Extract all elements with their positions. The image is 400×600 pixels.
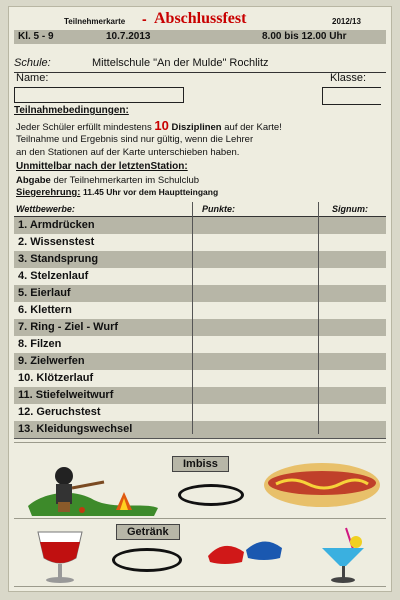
competition-name: 2. Wissenstest	[18, 236, 95, 248]
divider	[14, 518, 386, 519]
cocktail-icon	[312, 526, 372, 584]
points-cell[interactable]	[193, 336, 317, 352]
signature-cell[interactable]	[319, 404, 386, 420]
table-row	[14, 217, 386, 235]
conditions-text-end: auf der Karte!	[224, 122, 282, 133]
food-checkbox[interactable]	[178, 484, 244, 506]
info-bar	[14, 30, 386, 44]
col-points: Punkte:	[202, 204, 236, 214]
wine-glass-icon	[30, 528, 90, 584]
points-cell[interactable]	[193, 387, 317, 403]
min-disciplines: 10	[154, 118, 169, 133]
hotdog-icon	[262, 460, 382, 510]
points-cell[interactable]	[193, 302, 317, 318]
name-label: Name:	[16, 72, 49, 84]
col-signature: Signum:	[332, 204, 368, 214]
divider	[14, 586, 386, 587]
points-cell[interactable]	[193, 234, 317, 250]
signature-cell[interactable]	[319, 234, 386, 250]
signature-cell[interactable]	[319, 251, 386, 267]
competition-name: 6. Klettern	[18, 304, 72, 316]
points-cell[interactable]	[193, 353, 317, 369]
signature-cell[interactable]	[319, 302, 386, 318]
signature-cell[interactable]	[319, 421, 386, 437]
name-row	[14, 72, 386, 86]
school-row	[14, 56, 386, 73]
school-value: Mittelschule "An der Mulde" Rochlitz	[92, 57, 269, 69]
name-field[interactable]	[14, 87, 184, 103]
signature-cell[interactable]	[319, 353, 386, 369]
disciplines-word: Disziplinen	[171, 122, 222, 133]
competition-name: 8. Filzen	[18, 338, 62, 350]
points-cell[interactable]	[193, 285, 317, 301]
bottle-caps-icon	[204, 528, 286, 568]
points-cell[interactable]	[193, 268, 317, 284]
table-row	[14, 319, 386, 337]
competition-name: 3. Standsprung	[18, 253, 99, 265]
signature-cell[interactable]	[319, 268, 386, 284]
table-row	[14, 251, 386, 269]
competition-name: 4. Stelzenlauf	[18, 270, 89, 282]
award-line	[16, 186, 386, 199]
award-text: 11.45 Uhr vor dem Hauptteingang	[83, 187, 219, 197]
school-label: Schule:	[14, 57, 51, 69]
points-cell[interactable]	[193, 251, 317, 267]
points-cell[interactable]	[193, 217, 317, 233]
signature-cell[interactable]	[319, 370, 386, 386]
table-row	[14, 336, 386, 354]
event-date: 10.7.2013	[106, 31, 151, 42]
classes: Kl. 5 - 9	[18, 31, 54, 42]
class-label: Klasse:	[330, 72, 367, 84]
table-row	[14, 302, 386, 320]
participant-card	[8, 6, 392, 592]
table-row	[14, 234, 386, 252]
table-row	[14, 268, 386, 286]
conditions-text: Jeder Schüler erfüllt mindestens	[16, 122, 152, 133]
class-field[interactable]	[322, 87, 381, 105]
signature-cell[interactable]	[319, 217, 386, 233]
signature-cell[interactable]	[319, 285, 386, 301]
conditions-line-3: an den Stationen auf der Karte unterschieben haben.	[16, 147, 240, 158]
table-row	[14, 387, 386, 405]
competition-name: 13. Kleidungswechsel	[18, 423, 133, 435]
after-station-title: Unmittelbar nach der letztenStation:	[16, 161, 188, 172]
return-text: der Teilnehmerkarten im Schulclub	[53, 175, 200, 186]
points-cell[interactable]	[193, 421, 317, 437]
table-header	[14, 202, 386, 217]
conditions-title: Teilnahmebedingungen:	[14, 105, 129, 116]
competition-name: 1. Armdrücken	[18, 219, 95, 231]
food-label: Imbiss	[172, 456, 229, 472]
signature-cell[interactable]	[319, 336, 386, 352]
column-divider	[192, 202, 193, 434]
competition-name: 10. Klötzerlauf	[18, 372, 94, 384]
grill-figure-icon	[24, 462, 164, 518]
points-cell[interactable]	[193, 319, 317, 335]
points-cell[interactable]	[193, 404, 317, 420]
event-time: 8.00 bis 12.00 Uhr	[262, 31, 347, 42]
signature-cell[interactable]	[319, 387, 386, 403]
points-cell[interactable]	[193, 370, 317, 386]
card-header	[14, 10, 386, 28]
competition-name: 12. Geruchstest	[18, 406, 101, 418]
table-row	[14, 353, 386, 371]
award-label: Siegerehrung:	[16, 187, 81, 198]
signature-cell[interactable]	[319, 319, 386, 335]
conditions-line-1	[16, 119, 386, 134]
card-label: Teilnehmerkarte	[64, 17, 126, 26]
table-row	[14, 404, 386, 422]
drink-checkbox[interactable]	[112, 548, 182, 572]
table-row	[14, 285, 386, 303]
school-year: 2012/13	[332, 17, 361, 26]
table-row	[14, 421, 386, 439]
competition-name: 9. Zielwerfen	[18, 355, 85, 367]
competition-name: 7. Ring - Ziel - Wurf	[18, 321, 119, 333]
column-divider	[318, 202, 319, 434]
divider	[14, 442, 386, 443]
page-title: Abschlussfest	[154, 10, 247, 27]
competition-name: 11. Stiefelweitwurf	[18, 389, 114, 401]
competition-name: 5. Eierlauf	[18, 287, 71, 299]
drink-label: Getränk	[116, 524, 180, 540]
conditions-line-2: Teilnahme und Ergebnis sind nur gültig, wenn die Lehrer	[16, 134, 254, 145]
table-row	[14, 370, 386, 388]
return-word: Abgabe	[16, 175, 51, 186]
col-competitions: Wettbewerbe:	[16, 204, 75, 214]
title-dash: -	[142, 11, 147, 27]
